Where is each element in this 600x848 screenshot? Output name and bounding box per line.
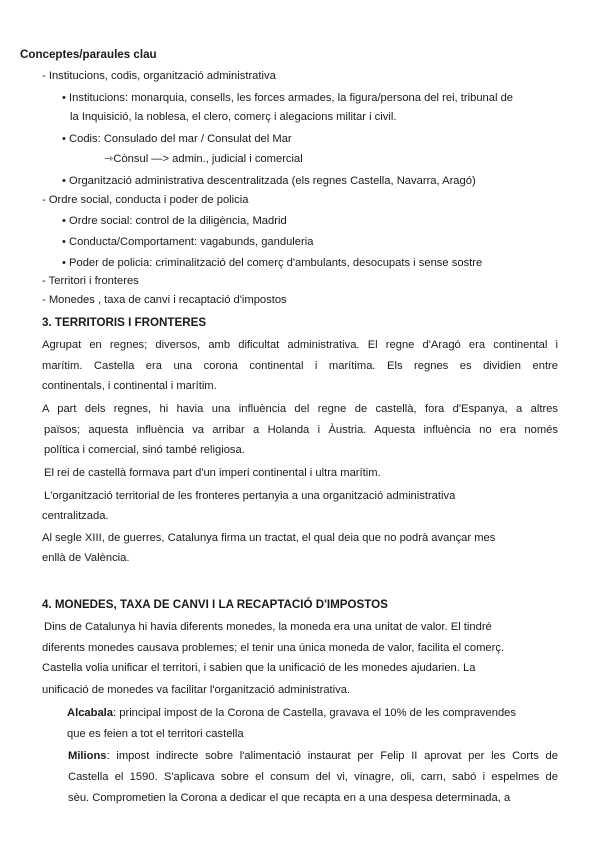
concept-bullet: • Ordre social: control de la diligència, Madrid <box>62 215 287 227</box>
paragraph-line: L'organització territorial de les fronteres pertanyia a una organització administrativa <box>44 490 456 502</box>
concept-bullet: • Poder de policia: criminalització del comerç d'ambulants, desocupats i sense sostre <box>62 257 483 269</box>
alcabala-term: Alcabala <box>67 707 114 719</box>
concept-subbullet: ⇾Cònsul —> admin., judicial i comercial <box>104 153 303 165</box>
paragraph-line: unificació de monedes va facilitar l'organització administrativa. <box>42 684 351 696</box>
paragraph-line: enllà de València. <box>42 552 130 564</box>
paragraph-line: Castella el 1590. S'aplicava sobre el consum del vi, vinagre, oli, carn, sabó i espelmes de <box>68 771 558 783</box>
paragraph-line: política i comercial, sinó també religiosa. <box>44 444 245 456</box>
concept-bullet: • Codis: Consulado del mar / Consulat del Mar <box>62 133 292 145</box>
paragraph-line: països; aquesta influència va arribar a Holanda i Àustria. Aquesta influència no era només <box>44 424 558 436</box>
paragraph-line: centralitzada. <box>42 510 109 522</box>
paragraph-line: Castella volia unificar el territori, i sabien que la unificació de les monedes ajudarien. La <box>42 662 476 674</box>
paragraph-line: continentals, i continental i marítim. <box>42 380 217 392</box>
concept-bullet: • Institucions: monarquia, consells, les forces armades, la figura/persona del rei, tribunal de <box>62 92 514 104</box>
concepts-title: Conceptes/paraules clau <box>20 48 157 61</box>
paragraph-line: El rei de castellà formava part d'un imperi continental i ultra marítim. <box>44 467 381 479</box>
section4-title: 4. MONEDES, TAXA DE CANVI I LA RECAPTACIÓ D'IMPOSTOS <box>42 598 388 611</box>
concept-item: - Institucions, codis, organització administrativa <box>42 70 276 82</box>
paragraph-line: Agrupat en regnes; diversos, amb dificultat administrativa. El regne d'Aragó era continental i <box>42 339 558 351</box>
paragraph-line: marítim. Castella era una corona continental i marítima. Els regnes es dividien entre <box>42 360 558 372</box>
concept-bullet-cont: la Inquisició, la noblesa, el clero, comerç i alegacions militar i civil. <box>70 111 397 123</box>
paragraph-line: sèu. Comprometien la Corona a dedicar el que recapta en a una despesa determinada, a <box>68 792 511 804</box>
concept-item: - Ordre social, conducta i poder de policia <box>42 194 249 206</box>
alcabala-definition <box>67 706 516 720</box>
concept-bullet: • Conducta/Comportament: vagabunds, ganduleria <box>62 236 314 248</box>
paragraph-line: A part dels regnes, hi havia una influència del regne de castellà, fora d'Espanya, a altres <box>42 403 558 415</box>
concept-bullet: • Organització administrativa descentralitzada (els regnes Castella, Navarra, Aragó) <box>62 175 476 187</box>
concept-item: - Territori i fronteres <box>42 275 139 287</box>
section3-title: 3. TERRITORIS I FRONTERES <box>42 316 207 329</box>
concept-item: - Monedes , taxa de canvi i recaptació d'impostos <box>42 294 287 306</box>
paragraph-line: Al segle XIII, de guerres, Catalunya firma un tractat, el qual deia que no podrà avançar mes <box>42 532 496 544</box>
paragraph-line: diferents monedes causava problemes; el tenir una única moneda de valor, facilita el comerç. <box>42 642 505 654</box>
paragraph-line: que es feien a tot el territori castella <box>67 728 244 740</box>
definition-text: : principal impost de la Corona de Castella, gravava el 10% de les compravendes <box>113 707 516 719</box>
milions-term: Milions <box>68 750 107 762</box>
milions-definition <box>68 749 558 763</box>
definition-text: : impost indirecte sobre l'alimentació instaurat per Felip II aprovat per les Corts de <box>106 750 558 762</box>
paragraph-line: Dins de Catalunya hi havia diferents monedes, la moneda era una unitat de valor. El tindré <box>44 621 492 633</box>
